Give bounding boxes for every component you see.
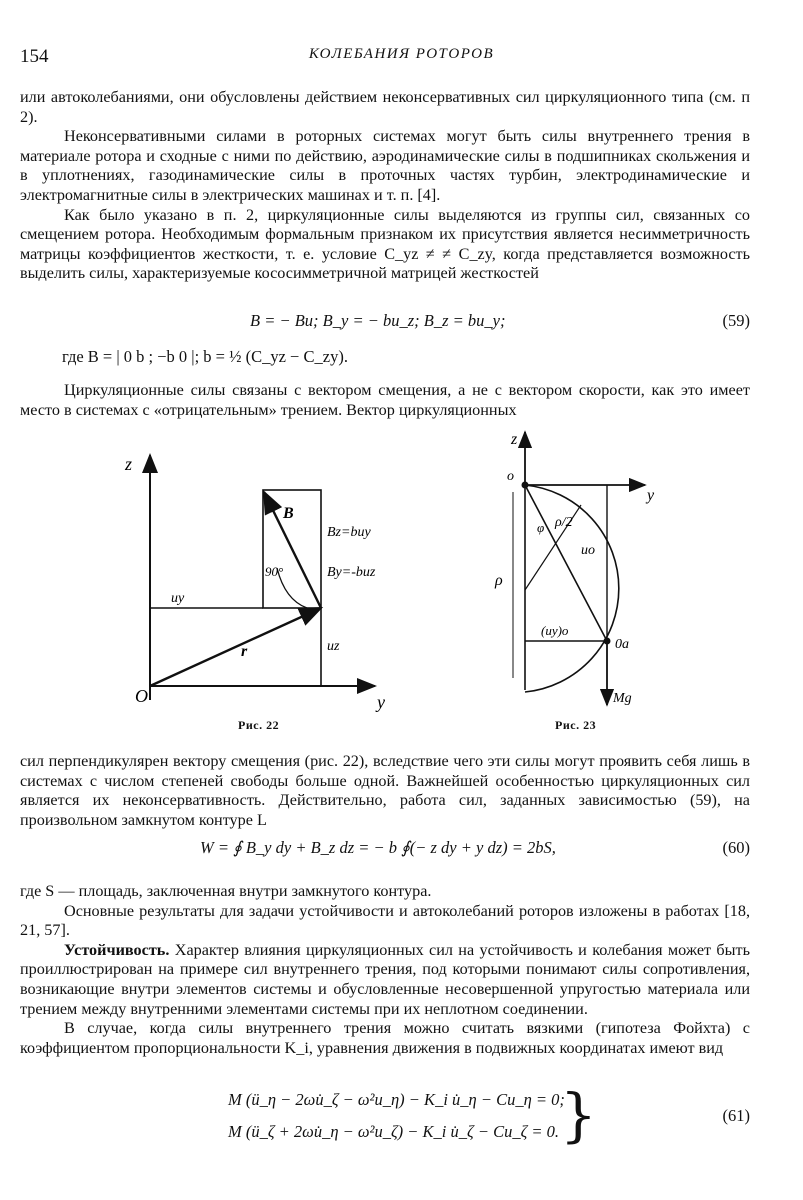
fig22-b-label: B	[283, 505, 294, 522]
fig22-angle-label: 90°	[265, 564, 284, 579]
text-block-4	[20, 882, 750, 1058]
fig22-z-label: z	[125, 454, 133, 474]
fig23-uo-label: uo	[581, 543, 595, 558]
fig22-origin-label: O	[135, 686, 148, 706]
equation-60-number: (60)	[722, 838, 750, 857]
equation-59: B = − Bu; B_y = − bu_z; B_z = bu_y;	[250, 311, 506, 330]
fig23-mg-label: Mg	[613, 691, 632, 706]
fig22-bz-label: Bz=buy	[327, 525, 371, 540]
equation-61-brace: }	[560, 1081, 597, 1149]
paragraph-7: Основные результаты для задачи устойчивости и автоколебаний роторов изложены в работах [18, 21, 57].	[20, 901, 750, 940]
r-vector	[150, 608, 321, 686]
paragraph-8	[20, 941, 750, 1019]
figure-23-caption: Рис. 23	[555, 718, 597, 732]
fig22-by-label: By=-buz	[327, 565, 376, 580]
fig22-uy-label: uy	[171, 591, 185, 606]
fig22-y-label: y	[377, 692, 385, 712]
paragraph-5: сил перпендикулярен вектору смещения (рис. 22), вследствие чего эти силы могут проявить себя лишь в системах с числом степеней свободы больше одной. Важнейшей особенностью циркуляционных сил является их неконсервативность. Действительно, работа сил, заданных зависимостью (59), на произвольном замкнутом контуре L	[20, 752, 750, 829]
fig22-uz-label: uz	[327, 639, 340, 654]
paragraph-2: Неконсервативными силами в роторных системах могут быть силы внутреннего трения в материале ротора и сходные с ними по действию, аэродинамические силы в подшипниках скольжения и в уплотнениях, газодинамические силы в проточных частях турбин, электродинамические и электромагнитные силы в электрических машинах и т. п. [4].	[20, 127, 750, 204]
fig23-o-label: o	[507, 469, 514, 484]
equation-61-number: (61)	[722, 1106, 750, 1125]
paragraph-9: В случае, когда силы внутреннего трения можно считать вязкими (гипотеза Фойхта) с коэффициентом пропорциональности K_i, уравнения движения в подвижных координатах имеют вид	[20, 1019, 750, 1057]
stability-text: Характер влияния циркуляционных сил на устойчивость и колебания может быть проиллюстрирован на примере сил внутреннего трения, под которыми понимают силы сопротивления, возникающие внутри элементов системы и обусловленные несовершенной упругостью материала или трением между внутренними элементами системы при их неплотном соединении.	[20, 940, 750, 1018]
equation-59-number: (59)	[722, 311, 750, 330]
paragraph-6: где S — площадь, заключенная внутри замкнутого контура.	[20, 882, 432, 900]
fig23-uyo-label: (uy)o	[541, 623, 569, 638]
where-definition: где B = | 0 b ; −b 0 |; b = ½ (C_yz − C_zy).	[62, 347, 348, 366]
point-o	[522, 482, 529, 489]
text-block-3	[20, 752, 750, 830]
fig23-y-label: y	[647, 487, 655, 504]
paragraph-1: или автоколебаниями, они обусловлены действием неконсервативных сил циркуляционного типа (см. п 2).	[20, 88, 750, 126]
fig23-phi-label: φ	[537, 520, 545, 535]
running-title: КОЛЕБАНИЯ РОТОРОВ	[308, 46, 495, 62]
text-block-top	[20, 88, 750, 284]
fig23-z-label: z	[511, 431, 518, 448]
stability-heading: Устойчивость.	[64, 940, 170, 959]
equation-60: W = ∮ B_y dy + B_z dz = − b ∮(− z dy + y dz) = 2bS,	[200, 838, 556, 857]
figure-22-caption: Рис. 22	[238, 718, 280, 732]
fig22-r-label: r	[241, 643, 248, 660]
paragraph-4: Циркуляционные силы связаны с вектором смещения, а не с вектором скорости, как это имеет место в системах с «отрицательным» трением. Вектор циркуляционных	[20, 381, 750, 419]
paragraph-3: Как было указано в п. 2, циркуляционные силы выделяются из группы сил, связанных со смещением ротора. Необходимым формальным признаком их присутствия является несимметричность матрицы коэффициентов жесткости, т. е. условие C_yz ≠ ≠ C_zy, когда представляется возможность выделить силы, характеризуемые кососимметричной матрицей жесткостей	[20, 205, 750, 283]
figure-23	[485, 430, 675, 720]
u-o-vector	[525, 485, 607, 641]
equation-61-line-1: M (ü_η − 2ωu̇_ζ − ω²u_η) − K_i u̇_η − Cu_η = 0;	[228, 1090, 565, 1109]
fig23-rho-half-label: ρ/2	[555, 515, 573, 530]
text-block-2	[20, 381, 750, 420]
fig23-oa-label: 0a	[615, 637, 629, 652]
fig23-rho-label: ρ	[495, 572, 503, 589]
point-oa	[604, 638, 611, 645]
equation-61-line-2: M (ü_ζ + 2ωu̇_η − ω²u_ζ) − K_i u̇_ζ − Cu_ζ = 0.	[228, 1122, 560, 1141]
figure-22	[115, 440, 415, 720]
page-number: 154	[20, 46, 49, 67]
